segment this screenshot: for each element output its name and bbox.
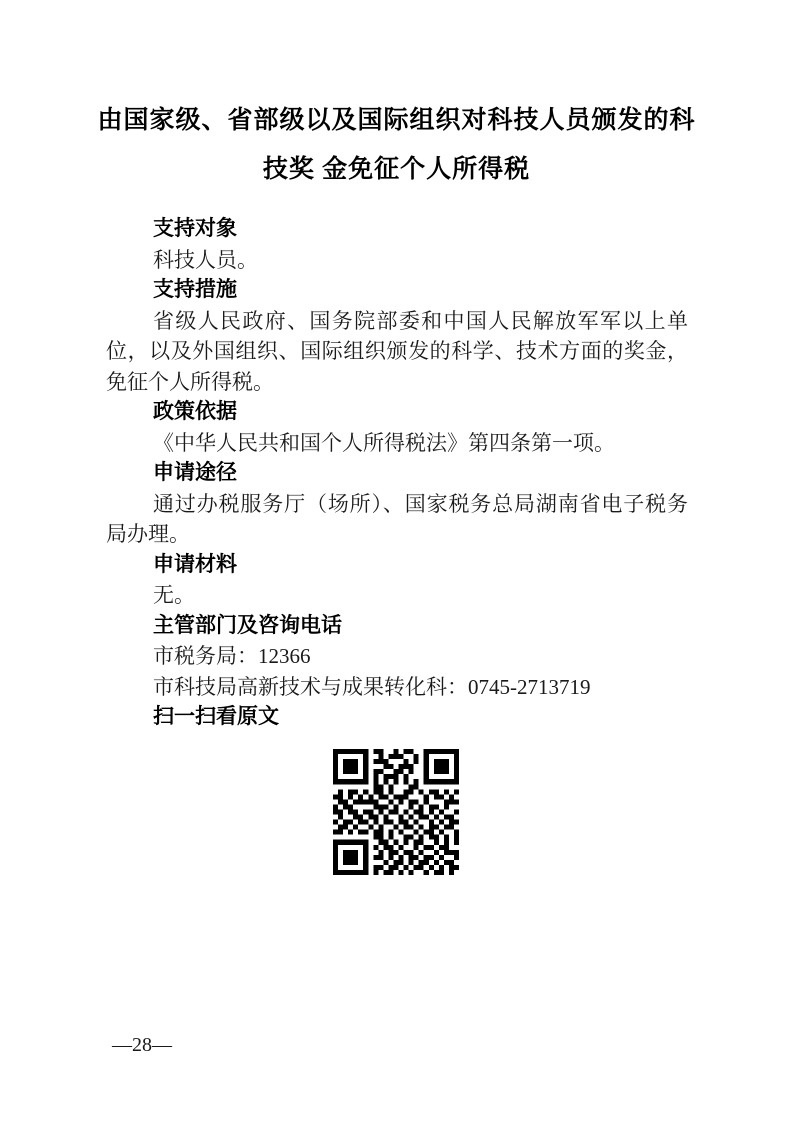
document-title [58, 0, 735, 194]
section-paragraph-tax-bureau-phone: 市税务局：12366 [153, 644, 311, 668]
document-title-line1: 由国家级、省部级以及国际组织对科技人员颁发的科 [97, 107, 696, 134]
section-paragraph: 科技人员。 [153, 247, 258, 272]
section-paragraph-science-bureau-phone: 市科技局高新技术与成果转化科：0745-2713719 [153, 674, 591, 699]
document-title-line2: 技奖 金免征个人所得税 [262, 156, 531, 183]
section-heading-support-measures: 支持措施 [153, 278, 237, 301]
section-paragraph: 省级人民政府、国务院部委和中国人民解放军军以上单 位，以及外国组织、国际组织颁发的科学、技术方面的奖金， 免征个人所得税。 [106, 308, 688, 394]
section-heading-department-contacts: 主管部门及咨询电话 [153, 613, 342, 637]
section-paragraph: 《中华人民共和国个人所得税法》第四条第一项。 [153, 430, 615, 455]
section-heading-support-target: 支持对象 [153, 217, 237, 240]
section-heading-application-materials: 申请材料 [153, 552, 237, 576]
section-heading-policy-basis: 政策依据 [153, 400, 237, 423]
section-paragraph: 通过办税服务厅（场所）、国家税务总局湖南省电子税务局办理。 [106, 491, 688, 546]
page-number: —28— [112, 1034, 172, 1056]
section-heading-scan-original: 扫一扫看原文 [153, 705, 279, 728]
section-heading-application-channel: 申请途径 [153, 461, 237, 484]
document-body [106, 214, 688, 733]
section-paragraph: 无。 [153, 583, 195, 607]
qr-code [333, 749, 459, 875]
